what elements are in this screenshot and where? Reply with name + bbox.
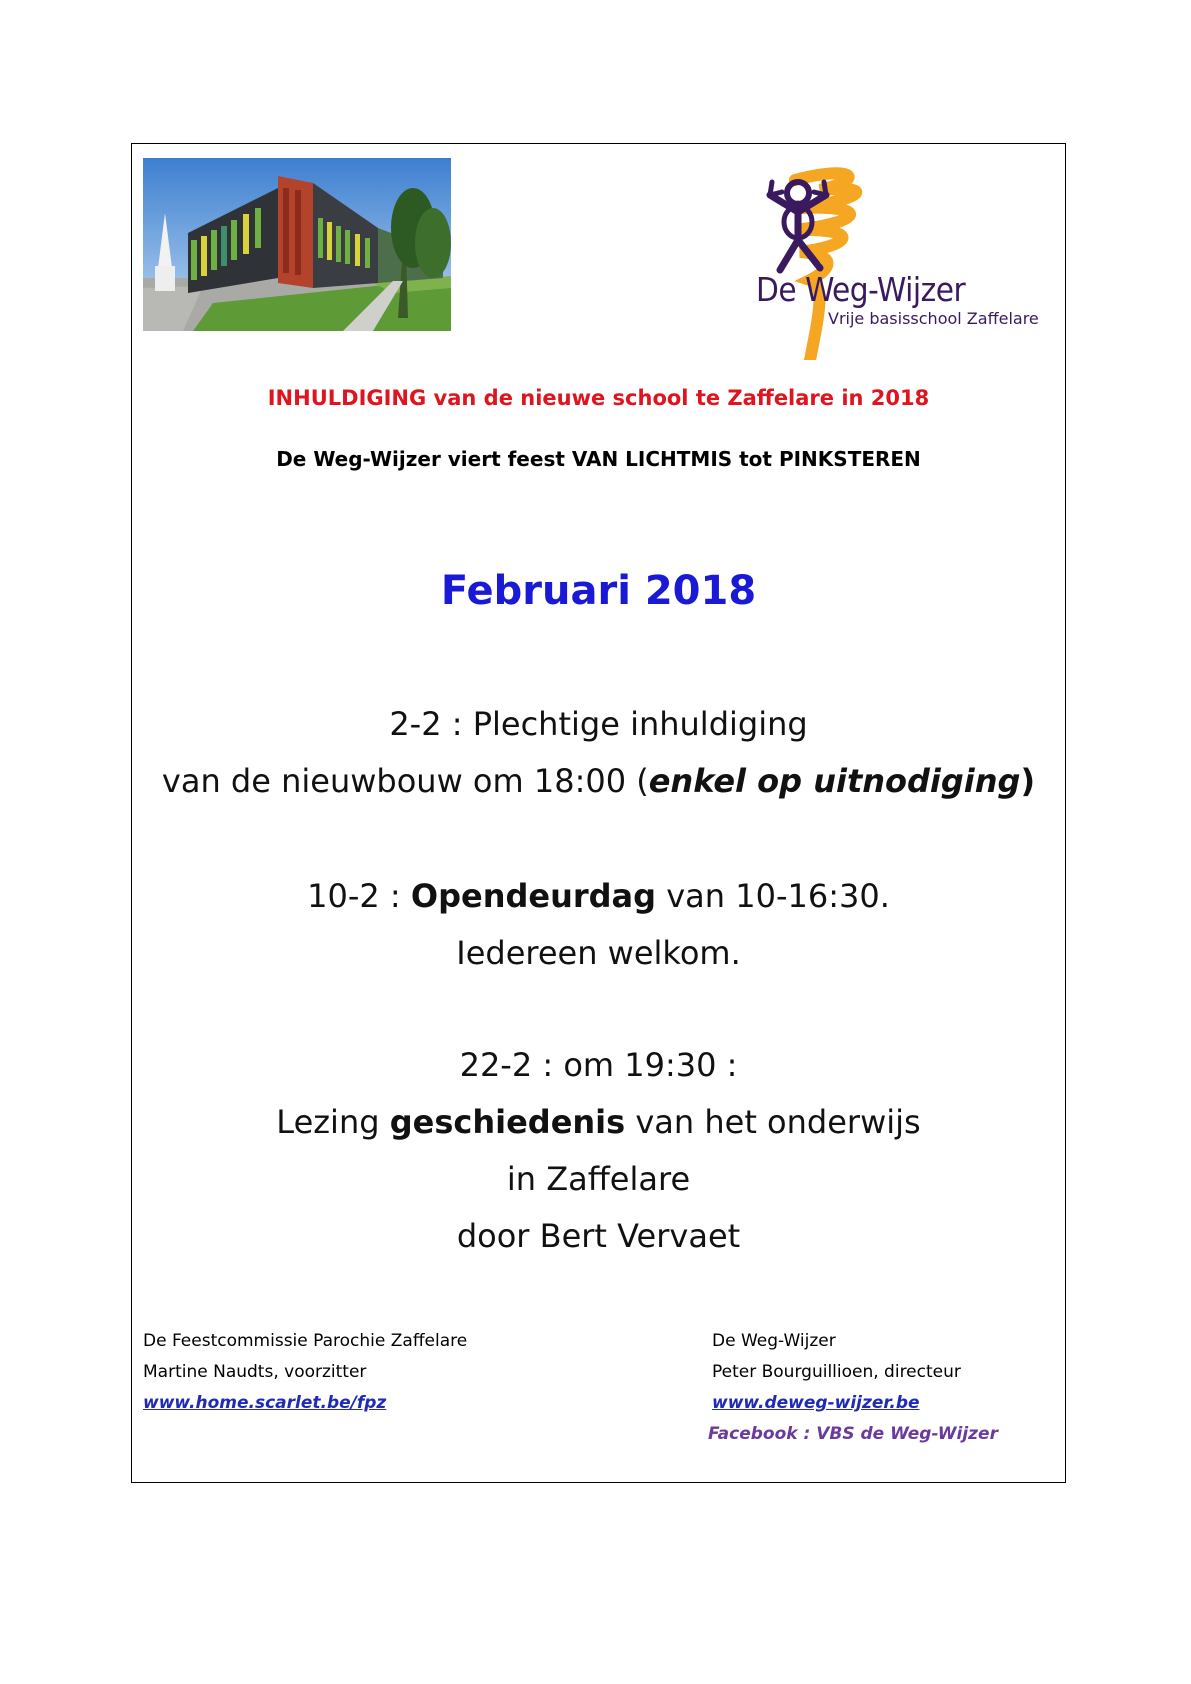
month-title: Februari 2018: [440, 568, 757, 614]
event-1-text: van de nieuwbouw om 18:00 (: [161, 762, 649, 800]
event-1-close: ): [1020, 762, 1036, 800]
footer-left-person: Martine Naudts, voorzitter: [143, 1362, 367, 1382]
event-3-topic: geschiedenis: [389, 1103, 626, 1141]
event-3-line-3: in Zaffelare: [506, 1160, 691, 1198]
footer-right-person: Peter Bourguillioen, directeur: [712, 1362, 961, 1382]
logo-title: De Weg-Wijzer: [756, 270, 966, 309]
event-1-line-2: [131, 762, 1066, 800]
footer-right: [708, 1326, 998, 1450]
event-3-post: van het onderwijs: [625, 1103, 921, 1141]
event-2-date: 10-2 :: [307, 877, 411, 915]
event-2-line-2: Iedereen welkom.: [456, 934, 741, 972]
footer-left: [143, 1326, 467, 1419]
school-building-photo: [143, 158, 451, 331]
event-3-line-4: door Bert Vervaet: [456, 1217, 741, 1255]
event-3-line-1: 22-2 : om 19:30 :: [459, 1046, 738, 1084]
event-1-line-1: 2-2 : Plechtige inhuldiging: [389, 705, 808, 743]
event-1-note: enkel op uitnodiging: [648, 762, 1021, 800]
event-3-pre: Lezing: [276, 1103, 390, 1141]
event-3-line-2: [131, 1103, 1066, 1141]
event-2-title: Opendeurdag: [410, 877, 657, 915]
footer-right-org: De Weg-Wijzer: [712, 1331, 836, 1351]
footer-right-facebook[interactable]: Facebook : VBS de Weg-Wijzer: [708, 1424, 998, 1444]
footer-left-link[interactable]: www.home.scarlet.be/fpz: [143, 1393, 387, 1413]
event-2-line-1: [131, 877, 1066, 915]
school-logo: [740, 160, 1060, 360]
footer-left-org: De Feestcommissie Parochie Zaffelare: [143, 1331, 468, 1351]
footer-right-link[interactable]: www.deweg-wijzer.be: [712, 1393, 920, 1413]
logo-subtitle: Vrije basisschool Zaffelare: [828, 309, 1039, 328]
event-2-time: van 10-16:30.: [656, 877, 890, 915]
headline: INHULDIGING van de nieuwe school te Zaffelare in 2018: [267, 386, 930, 410]
subheadline: De Weg-Wijzer viert feest VAN LICHTMIS tot PINKSTEREN: [276, 447, 921, 471]
